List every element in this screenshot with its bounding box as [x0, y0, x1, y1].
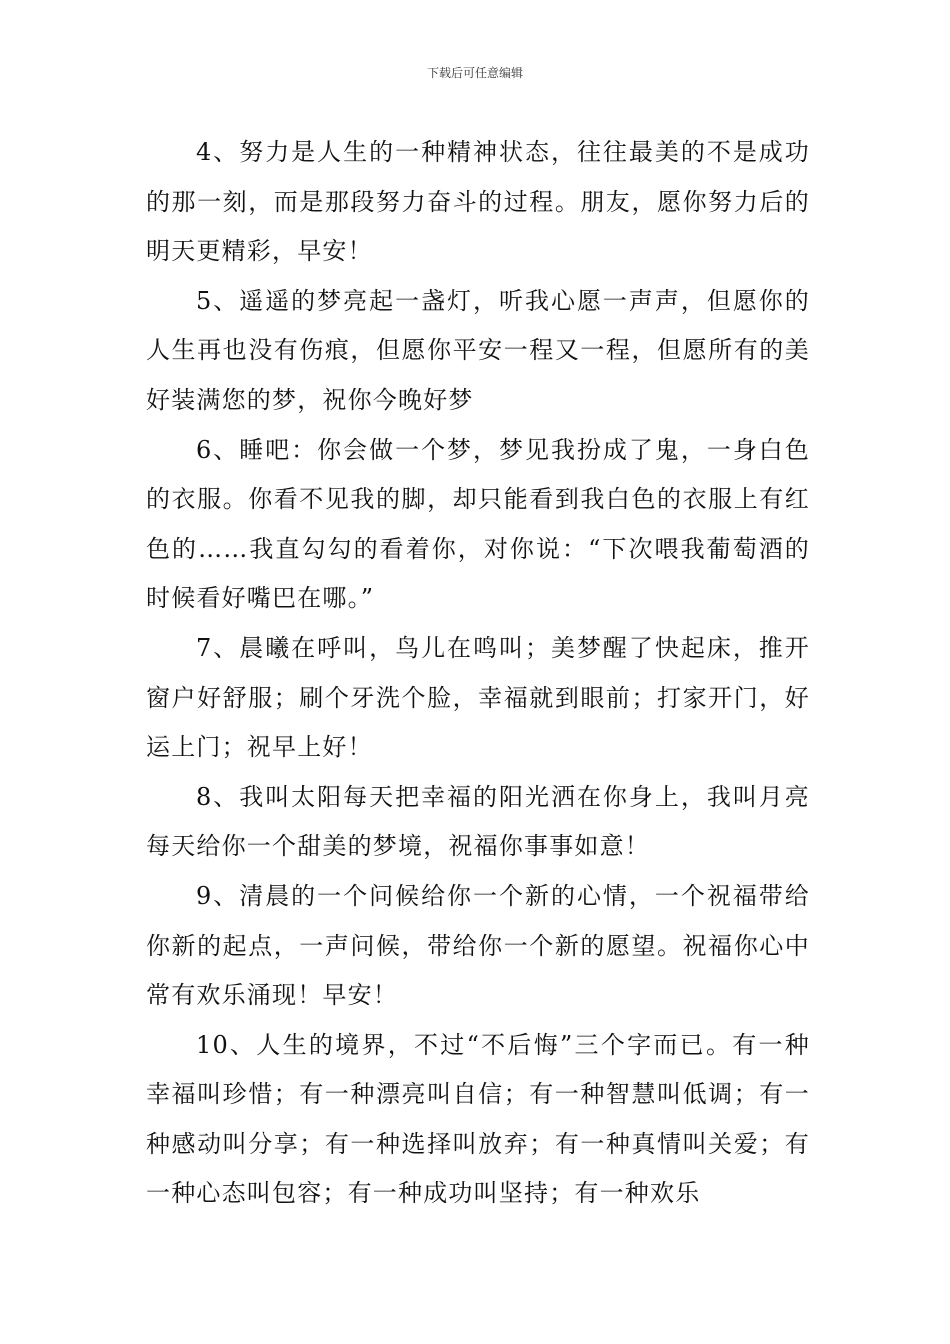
paragraph-8: 8、我叫太阳每天把幸福的阳光洒在你身上，我叫月亮每天给你一个甜美的梦境，祝福你事事如意！ — [146, 782, 810, 861]
paragraph-6: 6、睡吧：你会做一个梦，梦见我扮成了鬼，一身白色的衣服。你看不见我的脚，却只能看到我白色的衣服上有红色的……我直勾勾的看着你，对你说：“下次喂我葡萄酒的时候看好嘴巴在哪。” — [146, 435, 810, 613]
page-header: 下载后可任意编辑 — [426, 66, 523, 80]
paragraph-9: 9、清晨的一个问候给你一个新的心情，一个祝福带给你新的起点，一声问候，带给你一个新的愿望。祝福你心中常有欢乐涌现！早安！ — [146, 881, 810, 1010]
paragraph-7: 7、晨曦在呼叫，鸟儿在鸣叫；美梦醒了快起床，推开窗户好舒服；刷个牙洗个脸，幸福就到眼前；打家开门，好运上门；祝早上好！ — [146, 633, 810, 762]
paragraph-5: 5、遥遥的梦亮起一盏灯，听我心愿一声声，但愿你的人生再也没有伤痕，但愿你平安一程又一程，但愿所有的美好装满您的梦，祝你今晚好梦 — [146, 286, 810, 414]
paragraph-4: 4、努力是人生的一种精神状态，往往最美的不是成功的那一刻，而是那段努力奋斗的过程。朋友，愿你努力后的明天更精彩，早安！ — [146, 138, 810, 266]
document-body — [146, 128, 810, 1219]
paragraph-10: 10、人生的境界，不过“不后悔”三个字而已。有一种幸福叫珍惜；有一种漂亮叫自信；有一种智慧叫低调；有一种感动叫分享；有一种选择叫放弃；有一种真情叫关爱；有一种心态叫包容；有一种成功叫坚持；有一种欢乐 — [146, 1030, 810, 1208]
